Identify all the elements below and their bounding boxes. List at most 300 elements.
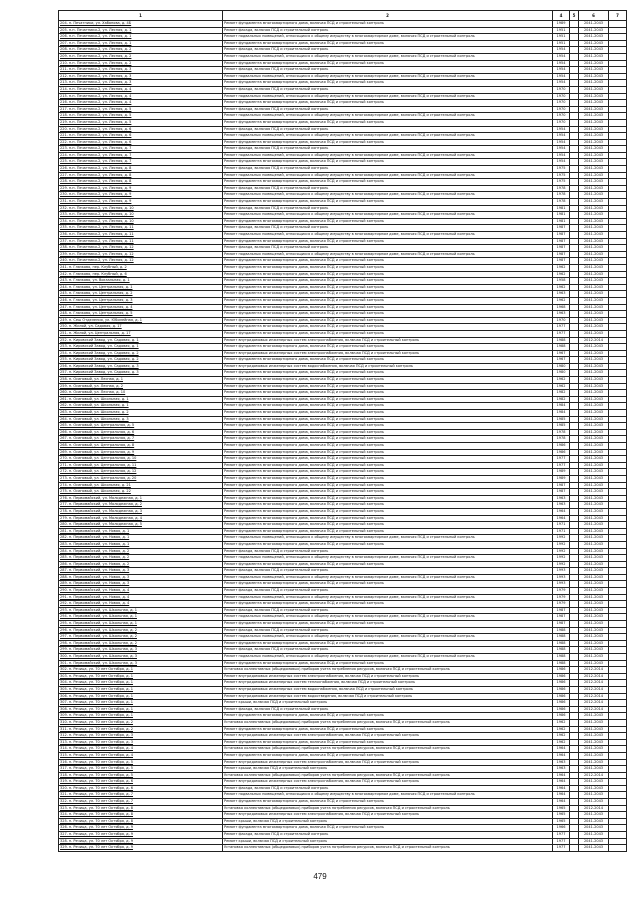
blank-cell <box>609 34 627 41</box>
year-cell: 1968 <box>553 304 570 311</box>
address-cell: 316. п. Речица, ул. 70 лет Октября, д. 5 <box>59 759 223 766</box>
empty-cell <box>570 660 579 667</box>
period-cell: 2041-2043 <box>579 297 609 304</box>
period-cell: 2041-2043 <box>579 423 609 430</box>
blank-cell <box>609 739 627 746</box>
period-cell: 2041-2043 <box>579 568 609 575</box>
work-type-cell: Ремонт фундамента многоквартирного дома, включая ПСД и строительный контроль <box>223 119 553 126</box>
work-type-cell: Ремонт фундамента многоквартирного дома, включая ПСД и строительный контроль <box>223 726 553 733</box>
work-type-cell: Ремонт фундамента многоквартирного дома, включая ПСД и строительный контроль <box>223 541 553 548</box>
empty-cell <box>570 541 579 548</box>
blank-cell <box>609 264 627 271</box>
work-type-cell: Ремонт крыши, включая ПСД и строительный контроль <box>223 766 553 773</box>
empty-cell <box>570 311 579 318</box>
period-cell: 2041-2043 <box>579 495 609 502</box>
period-cell: 2041-2043 <box>579 67 609 74</box>
blank-cell <box>609 423 627 430</box>
table-row <box>59 462 627 469</box>
period-cell: 2041-2043 <box>579 383 609 390</box>
table-row <box>59 106 627 113</box>
address-cell: 274. п. Осиновый, ул. Школьная, д. 21 <box>59 482 223 489</box>
empty-cell <box>570 370 579 377</box>
table-row <box>59 680 627 687</box>
work-type-cell: Ремонт фасада, включая ПСД и строительный контроль <box>223 627 553 634</box>
table-row <box>59 34 627 41</box>
year-cell: 1981 <box>553 212 570 219</box>
table-row <box>59 614 627 621</box>
empty-cell <box>570 126 579 133</box>
year-cell: 1992 <box>553 555 570 562</box>
blank-cell <box>609 337 627 344</box>
period-cell: 2041-2043 <box>579 304 609 311</box>
period-cell: 2041-2043 <box>579 403 609 410</box>
period-cell: 2041-2043 <box>579 443 609 450</box>
blank-cell <box>609 548 627 555</box>
work-type-cell: Ремонт внутридомовых инженерных систем водоснабжения, включая ПСД и строительный контроль <box>223 363 553 370</box>
address-cell: 250. п. Жилой, ул. Садовая, д. 17 <box>59 324 223 331</box>
blank-cell <box>609 640 627 647</box>
address-cell: 249. п. Сеш Отделения, ул. Юбилейная, д. 1 <box>59 317 223 324</box>
address-cell: 295. п. Первомайский, ул. Школьная, д. 1 <box>59 621 223 628</box>
blank-cell <box>609 133 627 140</box>
work-type-cell: Ремонт фундамента многоквартирного дома, включая ПСД и строительный контроль <box>223 416 553 423</box>
period-cell: 2041-2043 <box>579 410 609 417</box>
year-cell: 1988 <box>553 654 570 661</box>
year-cell: 1964 <box>553 508 570 515</box>
address-cell: 245. п. Глазково, ул. Центральная, д. 2 <box>59 291 223 298</box>
address-cell: 263. п. Осиновый, ул. Школьная, д. 2 <box>59 410 223 417</box>
work-type-cell: Ремонт фасада, включая ПСД и строительный контроль <box>223 27 553 34</box>
table-row <box>59 825 627 832</box>
empty-cell <box>570 614 579 621</box>
empty-cell <box>570 324 579 331</box>
year-cell: 1975 <box>553 166 570 173</box>
empty-cell <box>570 159 579 166</box>
address-cell: 264. п. Осиновый, ул. Школьная, д. 3 <box>59 416 223 423</box>
empty-cell <box>570 535 579 542</box>
work-type-cell: Ремонт фундамента многоквартирного дома, включая ПСД и строительный контроль <box>223 40 553 47</box>
address-cell: 214. п.п. Печатники-2, ул. Лесная, д. 4 <box>59 86 223 93</box>
address-cell: 240. п.п. Печатники-2, ул. Лесная, д. 12 <box>59 258 223 265</box>
work-type-cell: Ремонт фасада, включая ПСД и строительный контроль <box>223 205 553 212</box>
period-cell: 2041-2043 <box>579 752 609 759</box>
work-type-cell: Ремонт фундамента многоквартирного дома, включая ПСД и строительный контроль <box>223 218 553 225</box>
empty-cell <box>570 766 579 773</box>
empty-cell <box>570 502 579 509</box>
year-cell: 1954 <box>553 146 570 153</box>
year-cell: 1980 <box>553 363 570 370</box>
empty-cell <box>570 93 579 100</box>
address-cell: 275. п. Осиновый, ул. Школьная, д. 22 <box>59 489 223 496</box>
blank-cell <box>609 317 627 324</box>
work-type-cell: Ремонт фасада, включая ПСД и строительный контроль <box>223 245 553 252</box>
work-type-cell: Ремонт фундамента многоквартирного дома, включая ПСД и строительный контроль <box>223 561 553 568</box>
period-cell: 2041-2043 <box>579 152 609 159</box>
blank-cell <box>609 759 627 766</box>
empty-cell <box>570 489 579 496</box>
work-type-cell: Ремонт фундамента многоквартирного дома, включая ПСД и строительный контроль <box>223 278 553 285</box>
blank-cell <box>609 245 627 252</box>
period-cell: 2012-2014 <box>579 686 609 693</box>
table-row <box>59 482 627 489</box>
table-row <box>59 785 627 792</box>
year-cell: 1978 <box>553 199 570 206</box>
blank-cell <box>609 416 627 423</box>
year-cell: 1964 <box>553 515 570 522</box>
address-cell: 326. п. Речица, ул. 70 лет Октября, д. 9 <box>59 825 223 832</box>
blank-cell <box>609 475 627 482</box>
year-cell: 1992 <box>553 548 570 555</box>
period-cell: 2041-2043 <box>579 818 609 825</box>
address-cell: 268. п. Осиновый, ул. Центральная, д. 8 <box>59 443 223 450</box>
empty-cell <box>570 469 579 476</box>
address-cell: 217. п.п. Печатники-2, ул. Лесная, д. 5 <box>59 106 223 113</box>
period-cell: 2041-2043 <box>579 166 609 173</box>
work-type-cell: Ремонт фасада, включая ПСД и строительный контроль <box>223 126 553 133</box>
table-row <box>59 449 627 456</box>
table-row <box>59 245 627 252</box>
work-type-cell: Установка коллективных (общедомовых) приборов учета потребления ресурсов, включая ПСД и строительный контроль <box>223 719 553 726</box>
work-type-cell: Ремонт фундамента многоквартирного дома, включая ПСД и строительный контроль <box>223 825 553 832</box>
work-type-cell: Ремонт фасада, включая ПСД и строительный контроль <box>223 106 553 113</box>
address-cell: 267. п. Осиновый, ул. Центральная, д. 7 <box>59 436 223 443</box>
year-cell: 1963 <box>553 495 570 502</box>
blank-cell <box>609 60 627 67</box>
empty-cell <box>570 278 579 285</box>
year-cell: 1954 <box>553 80 570 87</box>
blank-cell <box>609 106 627 113</box>
period-cell: 2041-2043 <box>579 291 609 298</box>
empty-cell <box>570 199 579 206</box>
year-cell: 1977 <box>553 324 570 331</box>
work-type-cell: Ремонт фасада, включая ПСД и строительный контроль <box>223 588 553 595</box>
address-cell: 305. п. Речица, ул. 70 лет Октября, д. 1 <box>59 686 223 693</box>
empty-cell <box>570 548 579 555</box>
table-row <box>59 581 627 588</box>
year-cell: 1992 <box>553 541 570 548</box>
empty-cell <box>570 416 579 423</box>
address-cell: 318. п. Речица, ул. 70 лет Октября, д. 5 <box>59 772 223 779</box>
empty-cell <box>570 212 579 219</box>
period-cell: 2041-2043 <box>579 86 609 93</box>
year-cell: 1964 <box>553 785 570 792</box>
blank-cell <box>609 278 627 285</box>
empty-cell <box>570 429 579 436</box>
empty-cell <box>570 634 579 641</box>
address-cell: 310. п. Речица, ул. 70 лет Октября, д. 2 <box>59 719 223 726</box>
table-row <box>59 574 627 581</box>
empty-cell <box>570 192 579 199</box>
table-row <box>59 251 627 258</box>
year-cell: 1962 <box>553 383 570 390</box>
work-type-cell: Ремонт внутридомовых инженерных систем электроснабжения, включая ПСД и строительный контроль <box>223 673 553 680</box>
year-cell: 1993 <box>553 574 570 581</box>
blank-cell <box>609 588 627 595</box>
address-cell: 227. п.п. Печатники-2, ул. Лесная, д. 8 <box>59 172 223 179</box>
year-cell: 1986 <box>553 680 570 687</box>
address-cell: 266. п. Осиновый, ул. Центральная, д. 6 <box>59 429 223 436</box>
empty-cell <box>570 719 579 726</box>
period-cell: 2041-2043 <box>579 555 609 562</box>
year-cell: 1970 <box>553 119 570 126</box>
year-cell: 1978 <box>553 436 570 443</box>
empty-cell <box>570 251 579 258</box>
blank-cell <box>609 113 627 120</box>
empty-cell <box>570 482 579 489</box>
empty-cell <box>570 185 579 192</box>
period-cell: 2041-2043 <box>579 357 609 364</box>
table-row <box>59 772 627 779</box>
work-type-cell: Ремонт фундамента многоквартирного дома, включая ПСД и строительный контроль <box>223 423 553 430</box>
table-row <box>59 218 627 225</box>
year-cell: 1979 <box>553 594 570 601</box>
period-cell: 2041-2043 <box>579 126 609 133</box>
table-row <box>59 113 627 120</box>
blank-cell <box>609 706 627 713</box>
address-cell: 246. п. Глазково, ул. Центральная, д. 3 <box>59 297 223 304</box>
period-cell: 2041-2043 <box>579 251 609 258</box>
period-cell: 2041-2043 <box>579 522 609 529</box>
address-cell: 314. п. Речица, ул. 70 лет Октября, д. 4 <box>59 746 223 753</box>
blank-cell <box>609 159 627 166</box>
blank-cell <box>609 713 627 720</box>
address-cell: 328. п. Речица, ул. 70 лет Октября, д. 9 <box>59 838 223 845</box>
address-cell: 294. п. Первомайский, ул. Школьная, д. 1 <box>59 614 223 621</box>
header-cell-7: 7 <box>609 11 627 21</box>
year-cell: 1988 <box>553 640 570 647</box>
work-type-cell: Ремонт фундамента многоквартирного дома, включая ПСД и строительный контроль <box>223 482 553 489</box>
year-cell: 1986 <box>553 693 570 700</box>
table-row <box>59 264 627 271</box>
table-row <box>59 383 627 390</box>
work-type-cell: Ремонт фундамента многоквартирного дома, включая ПСД и строительный контроль <box>223 469 553 476</box>
year-cell: 1970 <box>553 86 570 93</box>
work-type-cell: Ремонт фундамента многоквартирного дома, включая ПСД и строительный контроль <box>223 443 553 450</box>
table-row <box>59 152 627 159</box>
table-row <box>59 179 627 186</box>
work-type-cell: Ремонт фундамента многоквартирного дома, включая ПСД и строительный контроль <box>223 60 553 67</box>
period-cell: 2041-2043 <box>579 311 609 318</box>
period-cell: 2041-2043 <box>579 232 609 239</box>
period-cell: 2041-2043 <box>579 640 609 647</box>
blank-cell <box>609 667 627 674</box>
period-cell: 2041-2043 <box>579 759 609 766</box>
work-type-cell: Ремонт фундамента многоквартирного дома, включая ПСД и строительный контроль <box>223 264 553 271</box>
empty-cell <box>570 495 579 502</box>
blank-cell <box>609 489 627 496</box>
table-row <box>59 818 627 825</box>
period-cell: 2041-2043 <box>579 317 609 324</box>
year-cell: 1988 <box>553 337 570 344</box>
work-type-cell: Ремонт фундамента многоквартирного дома, включая ПСД и строительный контроль <box>223 502 553 509</box>
address-cell: 279. п. Первомайский, ул. Молодежная, д. 4 <box>59 515 223 522</box>
address-cell: 308. п. Речица, ул. 70 лет Октября, д. 1 <box>59 706 223 713</box>
address-cell: 235. п.п. Печатники-2, ул. Лесная, д. 11 <box>59 225 223 232</box>
address-cell: 277. п. Первомайский, ул. Молодежная, д. 2 <box>59 502 223 509</box>
blank-cell <box>609 119 627 126</box>
table-row <box>59 489 627 496</box>
address-cell: 257. п. Кировский Завод, ул. Садовая, д. 3 <box>59 370 223 377</box>
blank-cell <box>609 693 627 700</box>
work-type-cell: Ремонт подвальных помещений, относящихся к общему имуществу в многоквартирном доме, включая ПСД и строительный контроль <box>223 34 553 41</box>
empty-cell <box>570 40 579 47</box>
period-cell: 2012-2014 <box>579 805 609 812</box>
table-row <box>59 515 627 522</box>
address-cell: 248. п. Глазково, ул. Центральная, д. 5 <box>59 311 223 318</box>
period-cell: 2041-2043 <box>579 719 609 726</box>
empty-cell <box>570 700 579 707</box>
period-cell: 2041-2043 <box>579 390 609 397</box>
period-cell: 2041-2043 <box>579 278 609 285</box>
blank-cell <box>609 357 627 364</box>
table-row <box>59 416 627 423</box>
work-type-cell: Ремонт крыши, включая ПСД и строительный контроль <box>223 700 553 707</box>
table-row <box>59 212 627 219</box>
address-cell: 313. п. Речица, ул. 70 лет Октября, д. 3 <box>59 739 223 746</box>
table-row <box>59 713 627 720</box>
table-row <box>59 271 627 278</box>
table-row <box>59 67 627 74</box>
address-cell: 231. п.п. Печатники-2, ул. Лесная, д. 9 <box>59 199 223 206</box>
year-cell: 1970 <box>553 106 570 113</box>
work-type-cell: Ремонт фундамента многоквартирного дома, включая ПСД и строительный контроль <box>223 317 553 324</box>
header-cell-6: 6 <box>579 11 609 21</box>
table-row <box>59 739 627 746</box>
table-row <box>59 304 627 311</box>
empty-cell <box>570 772 579 779</box>
blank-cell <box>609 27 627 34</box>
address-cell: 289. п. Первомайский, ул. Новая, д. 3 <box>59 581 223 588</box>
address-cell: 233. п.п. Печатники-2, ул. Лесная, д. 10 <box>59 212 223 219</box>
work-type-cell: Ремонт фасада, включая ПСД и строительный контроль <box>223 706 553 713</box>
year-cell: 1992 <box>553 535 570 542</box>
table-row <box>59 330 627 337</box>
year-cell: 1984 <box>553 410 570 417</box>
empty-cell <box>570 80 579 87</box>
address-cell: 208. п.п. Печатники-2, ул. Лесная, д. 2 <box>59 47 223 54</box>
work-type-cell: Ремонт фундамента многоквартирного дома, включая ПСД и строительный контроль <box>223 21 553 28</box>
work-type-cell: Ремонт фундамента многоквартирного дома, включая ПСД и строительный контроль <box>223 297 553 304</box>
blank-cell <box>609 561 627 568</box>
period-cell: 2041-2043 <box>579 185 609 192</box>
blank-cell <box>609 733 627 740</box>
empty-cell <box>570 330 579 337</box>
period-cell: 2041-2043 <box>579 53 609 60</box>
work-type-cell: Ремонт фундамента многоквартирного дома, включая ПСД и строительный контроль <box>223 390 553 397</box>
period-cell: 2041-2043 <box>579 73 609 80</box>
address-cell: 230. п.п. Печатники-2, ул. Лесная, д. 9 <box>59 192 223 199</box>
work-type-cell: Ремонт фундамента многоквартирного дома, включая ПСД и строительный контроль <box>223 495 553 502</box>
blank-cell <box>609 344 627 351</box>
empty-cell <box>570 805 579 812</box>
table-row <box>59 561 627 568</box>
blank-cell <box>609 271 627 278</box>
work-type-cell: Ремонт внутридомовых инженерных систем водоотведения, включая ПСД и строительный контроль <box>223 693 553 700</box>
address-cell: 256. п. Кировский Завод, ул. Садовая, д. 3 <box>59 363 223 370</box>
table-row <box>59 621 627 628</box>
period-cell: 2041-2043 <box>579 370 609 377</box>
year-cell: 1993 <box>553 568 570 575</box>
work-type-cell: Ремонт фундамента многоквартирного дома, включая ПСД и строительный контроль <box>223 713 553 720</box>
address-cell: 241. п. Глазково, пер. Клубный, д. 2 <box>59 264 223 271</box>
empty-cell <box>570 304 579 311</box>
year-cell: 1987 <box>553 607 570 614</box>
table-row <box>59 726 627 733</box>
blank-cell <box>609 568 627 575</box>
table-row <box>59 126 627 133</box>
blank-cell <box>609 614 627 621</box>
address-cell: 317. п. Речица, ул. 70 лет Октября, д. 5 <box>59 766 223 773</box>
table-row <box>59 225 627 232</box>
work-type-cell: Ремонт фундамента многоквартирного дома, включая ПСД и строительный контроль <box>223 429 553 436</box>
period-cell: 2041-2043 <box>579 482 609 489</box>
work-type-cell: Ремонт фундамента многоквартирного дома, включая ПСД и строительный контроль <box>223 752 553 759</box>
work-type-cell: Ремонт фундамента многоквартирного дома, включая ПСД и строительный контроль <box>223 271 553 278</box>
table-row <box>59 555 627 562</box>
year-cell: 1979 <box>553 601 570 608</box>
table-row <box>59 73 627 80</box>
work-type-cell: Ремонт фундамента многоквартирного дома, включая ПСД и строительный контроль <box>223 581 553 588</box>
year-cell: 1970 <box>553 100 570 107</box>
work-type-cell: Ремонт подвальных помещений, относящихся к общему имуществу в многоквартирном доме, включая ПСД и строительный контроль <box>223 232 553 239</box>
year-cell: 1987 <box>553 245 570 252</box>
year-cell: 1987 <box>553 225 570 232</box>
table-row <box>59 660 627 667</box>
empty-cell <box>570 21 579 28</box>
year-cell: 1964 <box>553 746 570 753</box>
period-cell: 2041-2043 <box>579 574 609 581</box>
table-row <box>59 568 627 575</box>
table-row <box>59 502 627 509</box>
table-row <box>59 86 627 93</box>
blank-cell <box>609 634 627 641</box>
year-cell: 1963 <box>553 502 570 509</box>
year-cell: 1951 <box>553 34 570 41</box>
work-type-cell: Ремонт подвальных помещений, относящихся к общему имуществу в многоквартирном доме, включая ПСД и строительный контроль <box>223 792 553 799</box>
address-cell: 329. п. Речица, ул. 70 лет Октября, д. 9 <box>59 845 223 852</box>
blank-cell <box>609 199 627 206</box>
year-cell: 1954 <box>553 73 570 80</box>
blank-cell <box>609 179 627 186</box>
address-cell: 270. п. Осиновый, ул. Центральная, д. 10 <box>59 456 223 463</box>
year-cell: 1977 <box>553 462 570 469</box>
table-row <box>59 344 627 351</box>
empty-cell <box>570 627 579 634</box>
empty-cell <box>570 172 579 179</box>
blank-cell <box>609 686 627 693</box>
period-cell: 2041-2043 <box>579 245 609 252</box>
work-type-cell: Ремонт подвальных помещений, относящихся к общему имуществу в многоквартирном доме, включая ПСД и строительный контроль <box>223 594 553 601</box>
address-cell: 296. п. Первомайский, ул. Школьная, д. 2 <box>59 627 223 634</box>
table-row <box>59 805 627 812</box>
address-cell: 300. п. Первомайский, ул. Школьная, д. 3 <box>59 654 223 661</box>
blank-cell <box>609 528 627 535</box>
period-cell: 2041-2043 <box>579 192 609 199</box>
table-row <box>59 80 627 87</box>
work-type-cell: Ремонт подвальных помещений, относящихся к общему имуществу в многоквартирном доме, включая ПСД и строительный контроль <box>223 152 553 159</box>
address-cell: 299. п. Первомайский, ул. Школьная, д. 3 <box>59 647 223 654</box>
work-type-cell: Установка коллективных (общедомовых) приборов учета потребления ресурсов, включая ПСД и строительный контроль <box>223 805 553 812</box>
address-cell: 312. п. Речица, ул. 70 лет Октября, д. 3 <box>59 733 223 740</box>
blank-cell <box>609 462 627 469</box>
address-cell: 238. п.п. Печатники-2, ул. Лесная, д. 12 <box>59 245 223 252</box>
empty-cell <box>570 264 579 271</box>
address-cell: 280. п. Первомайский, ул. Молодежная, д. 5 <box>59 522 223 529</box>
address-cell: 212. п.п. Печатники-2, ул. Лесная, д. 3 <box>59 73 223 80</box>
blank-cell <box>609 218 627 225</box>
work-type-cell: Ремонт фундамента многоквартирного дома, включая ПСД и строительный контроль <box>223 179 553 186</box>
period-cell: 2041-2043 <box>579 654 609 661</box>
